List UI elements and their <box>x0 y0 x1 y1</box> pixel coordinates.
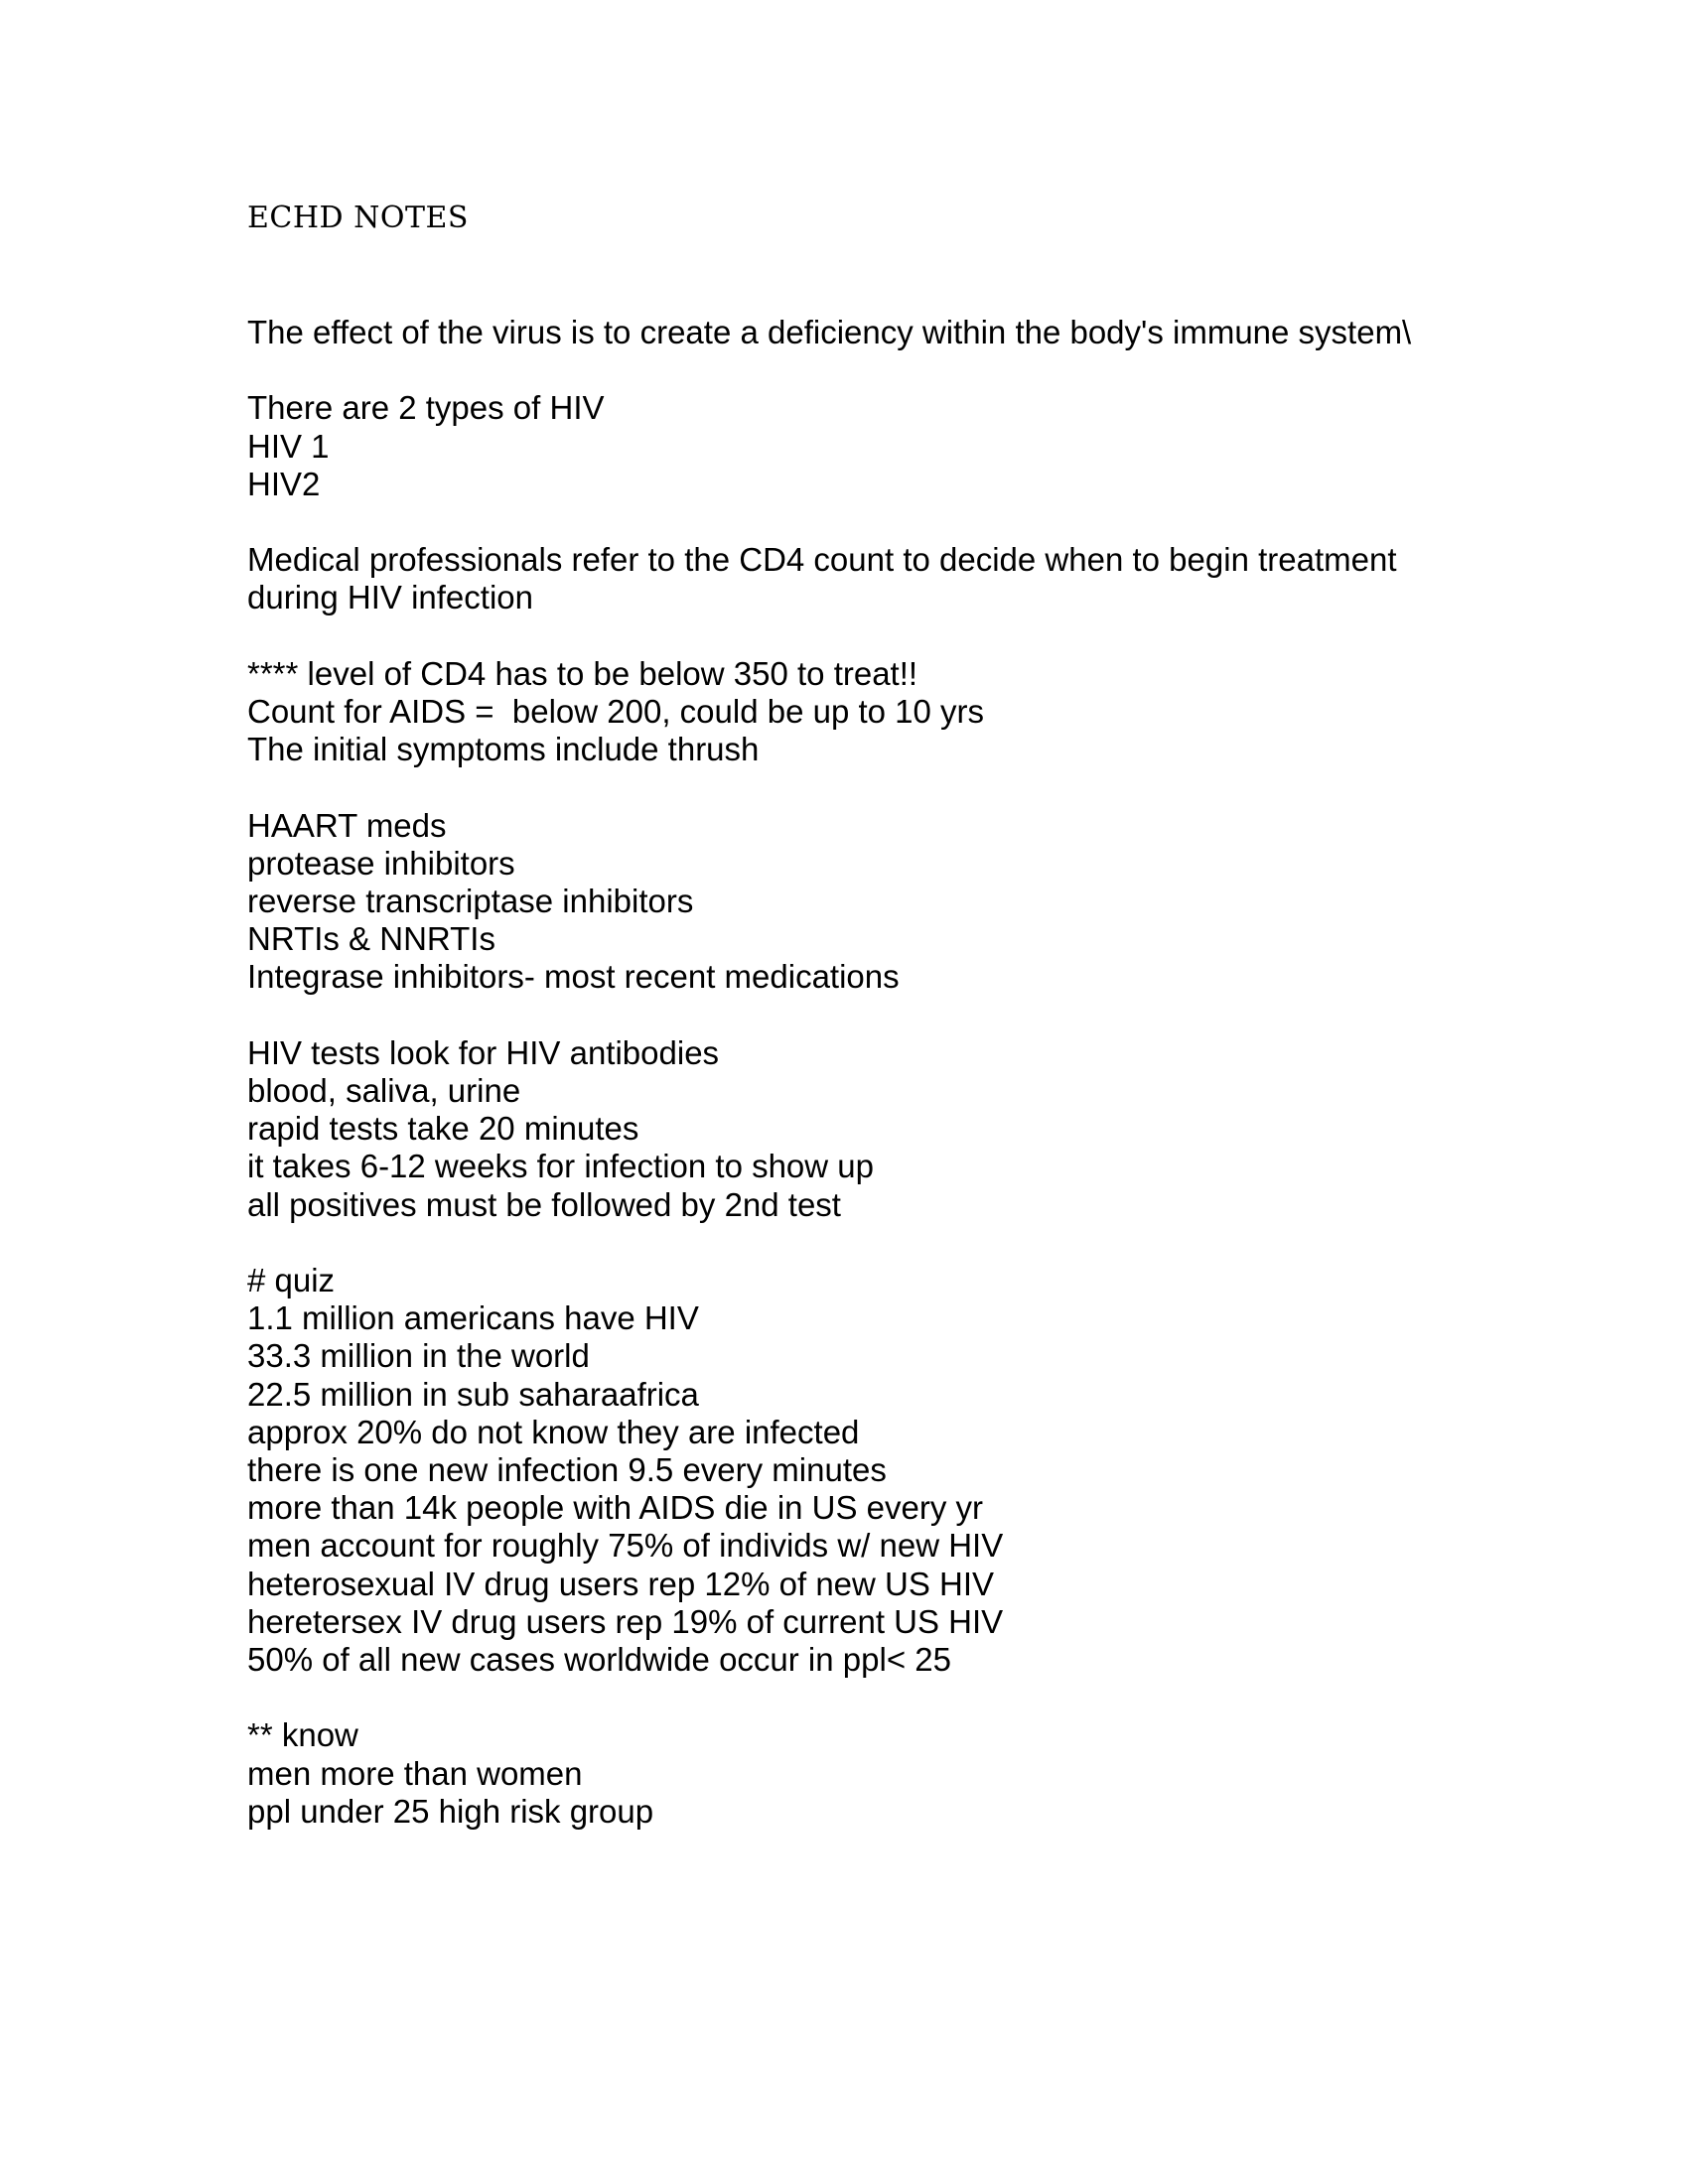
note-line: 50% of all new cases worldwide occur in ppl< 25 <box>247 1641 951 1679</box>
note-block <box>247 541 1538 616</box>
note-block <box>247 1034 1538 1224</box>
note-line: # quiz <box>247 1261 336 1298</box>
note-line: Count for AIDS = below 200, could be up to 10 yrs <box>247 692 985 730</box>
note-line: Medical professionals refer to the CD4 count to decide when to begin treatment <box>247 541 1397 579</box>
note-block <box>247 1262 1538 1679</box>
note-line: There are 2 types of HIV <box>247 389 605 427</box>
note-line: HAART meds <box>247 806 447 844</box>
note-line: heretersex IV drug users rep 19% of current US HIV <box>247 1602 1004 1640</box>
note-line: **** level of CD4 has to be below 350 to treat!! <box>247 654 918 692</box>
note-line: heterosexual IV drug users rep 12% of new US HIV <box>247 1565 995 1602</box>
note-line: approx 20% do not know they are infected <box>247 1413 860 1450</box>
note-block <box>247 389 1538 503</box>
note-line: more than 14k people with AIDS die in US every yr <box>247 1489 984 1527</box>
note-line: protease inhibitors <box>247 844 515 882</box>
note-block <box>247 655 1538 769</box>
note-line: it takes 6-12 weeks for infection to show up <box>247 1148 874 1185</box>
note-line: ppl under 25 high risk group <box>247 1792 654 1830</box>
notes-body <box>247 314 1538 1868</box>
note-line: ** know <box>247 1716 358 1754</box>
note-line: 33.3 million in the world <box>247 1337 590 1375</box>
note-block <box>247 1716 1538 1831</box>
note-block <box>247 314 1538 351</box>
note-line: there is one new infection 9.5 every minutes <box>247 1451 887 1488</box>
note-line: men more than women <box>247 1754 583 1792</box>
note-line: all positives must be followed by 2nd test <box>247 1185 841 1223</box>
note-line: reverse transcriptase inhibitors <box>247 882 694 919</box>
note-block <box>247 807 1538 997</box>
note-line: rapid tests take 20 minutes <box>247 1110 639 1148</box>
note-line: The effect of the virus is to create a deficiency within the body's immune system\ <box>247 314 1412 350</box>
note-line: 1.1 million americans have HIV <box>247 1299 699 1337</box>
note-line: HIV2 <box>247 465 321 502</box>
note-line: 22.5 million in sub saharaafrica <box>247 1375 699 1413</box>
note-line: HIV 1 <box>247 427 330 465</box>
document-title: ECHD NOTES <box>247 201 469 235</box>
note-line: The initial symptoms include thrush <box>247 731 760 768</box>
note-line: Integrase inhibitors- most recent medications <box>247 958 900 996</box>
note-line: during HIV infection <box>247 579 533 616</box>
note-line: HIV tests look for HIV antibodies <box>247 1033 720 1071</box>
note-line: blood, saliva, urine <box>247 1071 521 1109</box>
note-line: men account for roughly 75% of individs w/ new HIV <box>247 1527 1004 1565</box>
note-line: NRTIs & NNRTIs <box>247 920 495 958</box>
